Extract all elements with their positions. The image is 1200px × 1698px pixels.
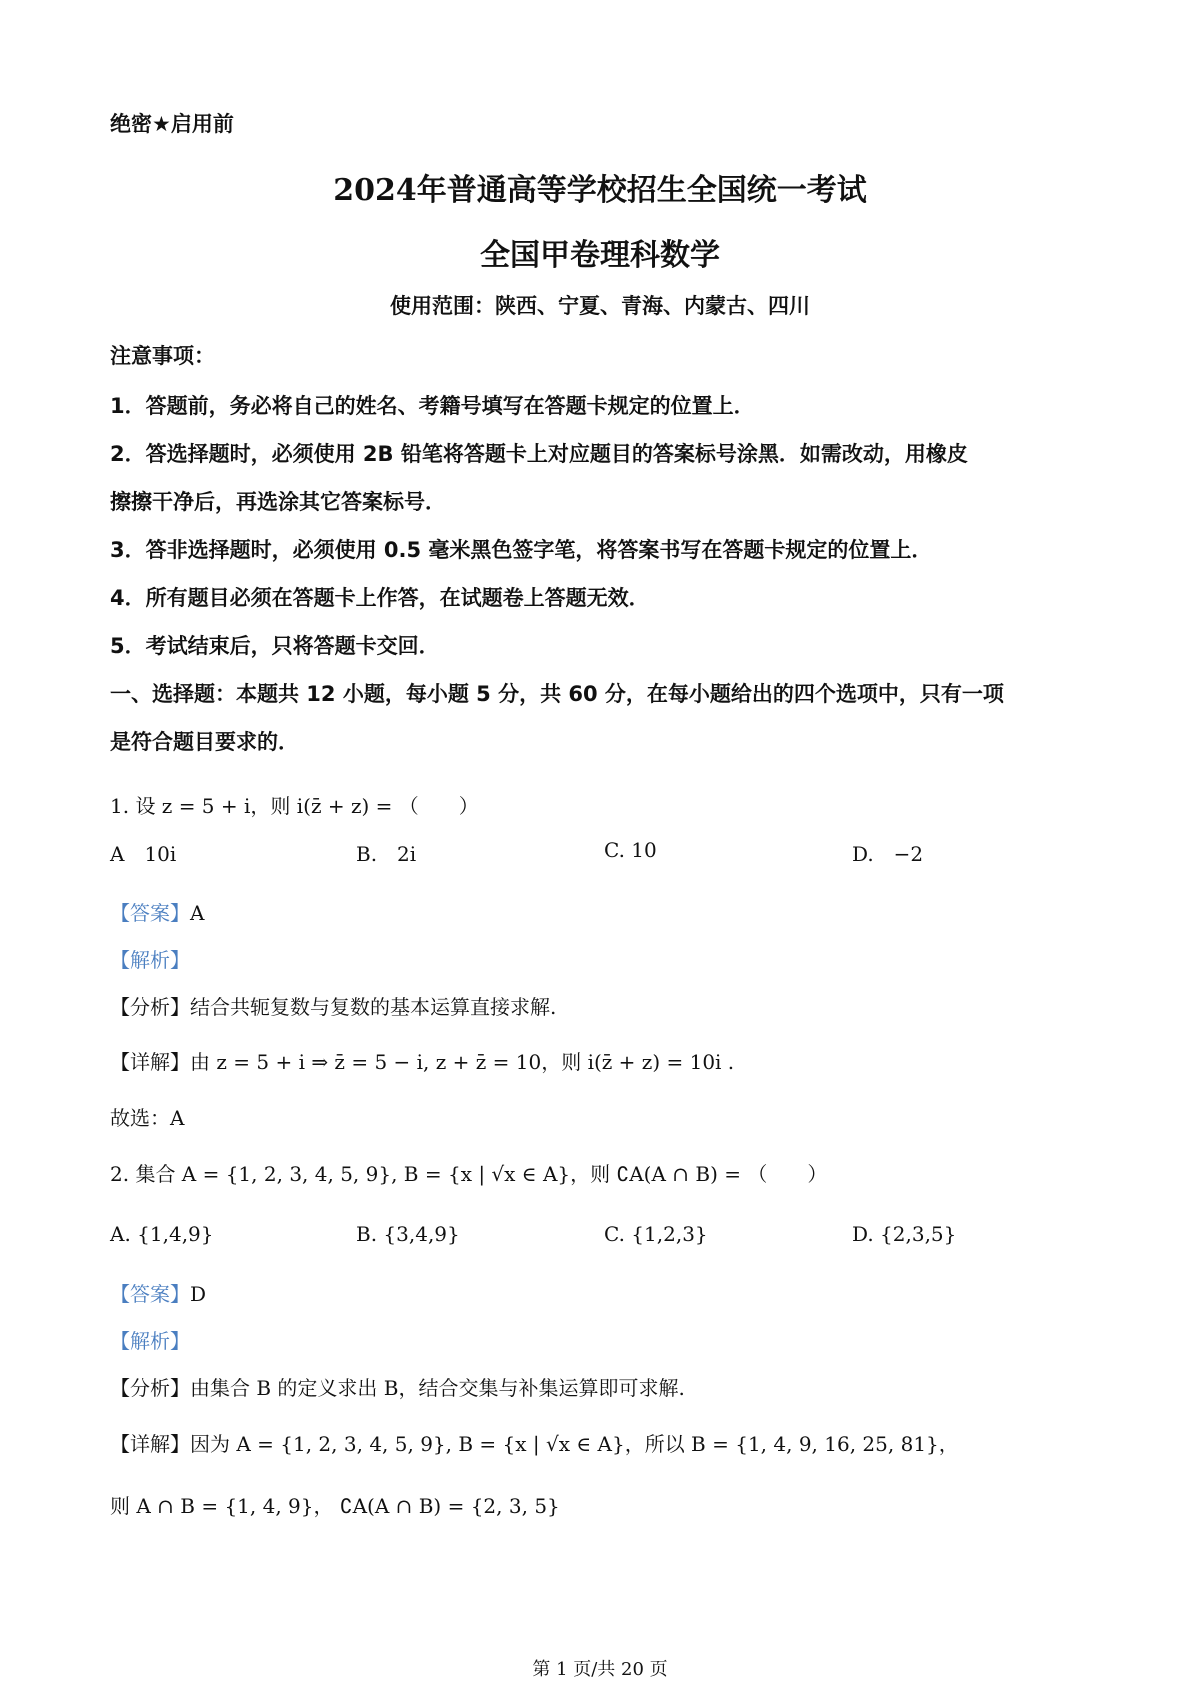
q2-xiangjie-cont: 则 A ∩ B = {1, 4, 9}， ∁A(A ∩ B) = {2, 3, 5} xyxy=(110,1494,560,1518)
q1-answer: A xyxy=(190,901,205,925)
question-2-stem: 2. 集合 A = {1, 2, 3, 4, 5, 9}, B = {x | √x ∈ A}，则 ∁A(A ∩ B) = （ ） xyxy=(110,1162,828,1186)
q1-answer-line xyxy=(110,897,204,926)
page-footer: 第 1 页/共 20 页 xyxy=(532,1659,668,1680)
q2-fenxi: 【分析】由集合 B 的定义求出 B，结合交集与补集运算即可求解. xyxy=(110,1376,685,1400)
q1-option-c: C. 10 xyxy=(604,838,657,862)
q2-xiangjie: 【详解】因为 A = {1, 2, 3, 4, 5, 9}, B = {x | √x ∈ A}，所以 B = {1, 4, 9, 16, 25, 81}， xyxy=(110,1432,959,1456)
notice-item-1: 1．答题前，务必将自己的姓名、考籍号填写在答题卡规定的位置上． xyxy=(110,394,755,418)
notice-item-2: 2．答选择题时，必须使用 2B 铅笔将答题卡上对应题目的答案标号涂黑．如需改动，用橡皮 xyxy=(110,442,968,466)
q2-answer: D xyxy=(190,1282,207,1306)
answer-tag: 【答案】 xyxy=(110,901,190,925)
exam-subtitle: 全国甲卷理科数学 xyxy=(480,238,720,273)
q2-option-d: D. {2,3,5} xyxy=(852,1222,957,1246)
q1-option-d: D. −2 xyxy=(852,842,924,866)
q1-conclusion: 故选：A xyxy=(110,1106,185,1130)
notice-item-4: 4．所有题目必须在答题卡上作答，在试题卷上答题无效． xyxy=(110,586,650,610)
section-heading: 一、选择题：本题共 12 小题，每小题 5 分，共 60 分，在每小题给出的四个选项中，只有一项 xyxy=(110,682,1004,706)
section-heading-cont: 是符合题目要求的． xyxy=(110,730,299,754)
answer-tag: 【答案】 xyxy=(110,1282,190,1306)
notice-item-3: 3．答非选择题时，必须使用 0.5 毫米黑色签字笔，将答案书写在答题卡规定的位置上． xyxy=(110,538,933,562)
exam-title: 2024年普通高等学校招生全国统一考试 xyxy=(333,173,867,208)
q1-option-b: B. 2i xyxy=(356,842,417,866)
notice-item-5: 5．考试结束后，只将答题卡交回． xyxy=(110,634,440,658)
question-1-stem: 1. 设 z = 5 + i，则 i(z̄ + z) = （ ） xyxy=(110,794,479,818)
q2-option-b: B. {3,4,9} xyxy=(356,1222,460,1246)
q1-option-a: A 10i xyxy=(110,842,177,866)
q2-analysis-tag: 【解析】 xyxy=(110,1329,190,1353)
secret-label: 绝密★启用前 xyxy=(110,112,234,136)
q2-answer-line xyxy=(110,1278,206,1307)
notice-heading: 注意事项： xyxy=(110,344,215,368)
q2-option-c: C. {1,2,3} xyxy=(604,1222,708,1246)
notice-item-2-cont: 擦擦干净后，再选涂其它答案标号． xyxy=(110,490,446,514)
q1-fenxi: 【分析】结合共轭复数与复数的基本运算直接求解. xyxy=(110,995,557,1019)
q1-analysis-tag: 【解析】 xyxy=(110,948,190,972)
q1-xiangjie: 【详解】由 z = 5 + i ⇒ z̄ = 5 − i, z + z̄ = 10，则 i(z̄ + z) = 10i . xyxy=(110,1050,735,1074)
q2-option-a: A. {1,4,9} xyxy=(110,1222,214,1246)
usage-scope: 使用范围：陕西、宁夏、青海、内蒙古、四川 xyxy=(390,294,810,318)
